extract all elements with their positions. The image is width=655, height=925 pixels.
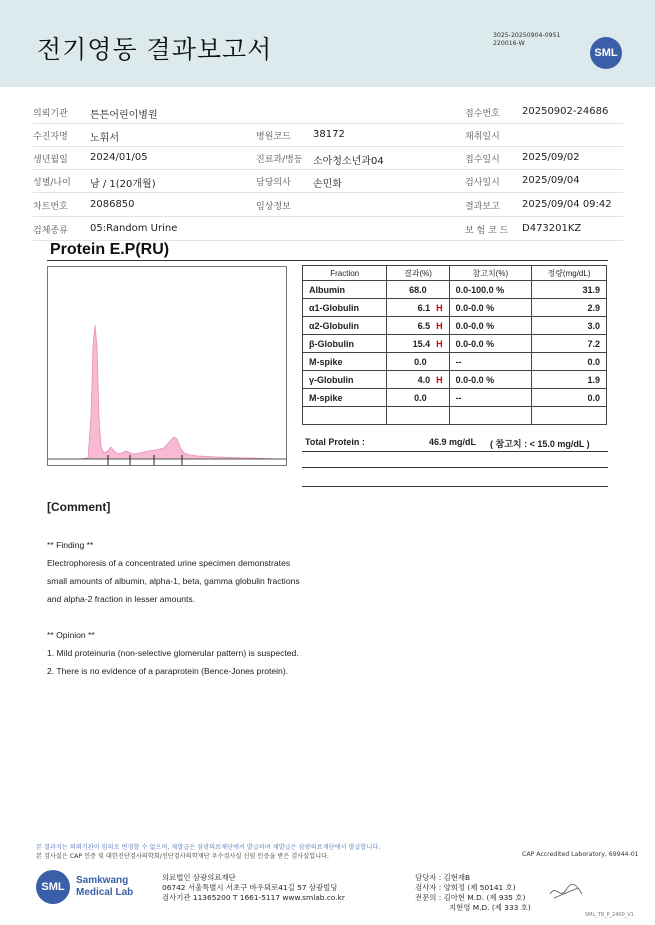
table-row [303, 335, 607, 353]
info-value: 노휘서 [90, 133, 119, 144]
table-row [303, 299, 607, 317]
high-flag: H [436, 338, 443, 349]
reference-range: -- [449, 389, 531, 407]
fraction-name: α2-Globulin [303, 317, 387, 335]
reference-range: 0.0-100.0 % [449, 281, 531, 299]
reference-range: -- [449, 353, 531, 371]
info-label: 결과보고 [465, 202, 500, 212]
info-label: 검사일시 [465, 178, 500, 188]
info-label: 접수번호 [465, 109, 500, 119]
info-label: 채취일시 [465, 132, 500, 142]
info-label: 담당의사 [256, 178, 291, 188]
sml-logo-icon: SML [590, 37, 622, 69]
info-value: 2025/09/04 09:42 [522, 199, 612, 210]
quantity-value: 0.0 [531, 353, 606, 371]
fraction-name [303, 407, 387, 425]
info-value: 튼튼어린이병원 [90, 110, 158, 121]
result-value: 6.5 [417, 320, 431, 331]
quantity-value: 3.0 [531, 317, 606, 335]
result-value: 4.0 [417, 374, 431, 385]
brand-subname: Medical Lab [76, 887, 134, 898]
footer-warning: 본 결과지는 의뢰기관이 임의로 변경할 수 없으며, 재발급은 삼광의료재단에서 발급하며 재발급은 삼광의료재단에서 발급합니다. [36, 844, 381, 851]
info-label: 진료과/병동 [256, 155, 303, 165]
fraction-name: M-spike [303, 389, 387, 407]
cap-accreditation: CAP Accredited Laboratory, 69944-01 [522, 851, 639, 858]
quantity-value: 0.0 [531, 389, 606, 407]
info-label: 생년월일 [33, 155, 68, 165]
info-label: 수진자명 [33, 132, 68, 142]
finding-line: Electrophoresis of a concentrated urine specimen demonstrates [47, 558, 291, 568]
footer-staff: 담당자 : 김현재B 검사자 : 양희정 (제 50141 호) 전문의 : 김아현 M.D. (제 935 호) 지현영 M.D. (제 333 호) [415, 873, 531, 912]
electrophoresis-curve [48, 267, 286, 465]
info-label: 차트번호 [33, 202, 68, 212]
result-value: 15.4 [412, 338, 431, 349]
fraction-name: M-spike [303, 353, 387, 371]
col-reference: 참고치(%) [449, 266, 531, 281]
info-label: 검체종류 [33, 226, 68, 236]
comment-title: [Comment] [47, 500, 111, 514]
info-label: 의뢰기관 [33, 109, 68, 119]
info-row [33, 148, 623, 170]
quantity-value [531, 407, 606, 425]
reference-range: 0.0-0.0 % [449, 371, 531, 389]
footer-org: 의료법인 삼광의료재단 06742 서울특별시 서초구 바우뫼로41길 57 삼광빌딩 검사기관 11365200 T 1661-5117 www.smlab.co.kr [162, 873, 345, 902]
col-result: 결과(%) [387, 266, 449, 281]
info-row [33, 171, 623, 193]
table-row [303, 371, 607, 389]
finding-line: small amounts of albumin, alpha-1, beta, gamma globulin fractions [47, 576, 300, 586]
fraction-name: β-Globulin [303, 335, 387, 353]
report-title: 전기영동 결과보고서 [37, 35, 273, 64]
reference-range: 0.0-0.0 % [449, 299, 531, 317]
total-protein-label: Total Protein : [305, 437, 365, 447]
results-table [302, 265, 607, 425]
electrophoresis-graph [47, 266, 287, 466]
info-label: 병원코드 [256, 132, 291, 142]
form-code: SML_T8_P_2400_V1 [585, 912, 634, 918]
signature-icon [548, 880, 588, 904]
col-quantity: 정량(mg/dL) [531, 266, 606, 281]
finding-header: ** Finding ** [47, 540, 94, 550]
info-label: 보 험 코 드 [465, 226, 509, 236]
section-divider [47, 260, 608, 261]
info-row [33, 125, 623, 147]
divider [302, 486, 608, 487]
info-value: 05:Random Urine [90, 223, 178, 234]
result-value: 0.0 [414, 392, 427, 403]
high-flag: H [436, 320, 443, 331]
result-value: 6.1 [417, 302, 431, 313]
info-value: 2025/09/02 [522, 152, 580, 163]
result-value: 68.0 [409, 284, 427, 295]
high-flag: H [436, 302, 443, 313]
table-row [303, 353, 607, 371]
info-row [33, 102, 623, 124]
opinion-header: ** Opinion ** [47, 630, 95, 640]
info-value: 2025/09/04 [522, 175, 580, 186]
info-value: 2086850 [90, 199, 135, 210]
divider [302, 451, 608, 452]
opinion-line: 2. There is no evidence of a paraprotein (Bence-Jones protein). [47, 666, 289, 676]
quantity-value: 31.9 [531, 281, 606, 299]
brand-name: Samkwang [76, 875, 129, 886]
info-value: 38172 [313, 129, 345, 140]
table-header-row [303, 266, 607, 281]
info-row [33, 195, 623, 217]
fraction-name: Albumin [303, 281, 387, 299]
result-value: 0.0 [414, 356, 427, 367]
quantity-value: 2.9 [531, 299, 606, 317]
section-title: Protein E.P(RU) [50, 241, 170, 258]
reference-range [449, 407, 531, 425]
info-label: 접수일시 [465, 155, 500, 165]
fraction-name: α1-Globulin [303, 299, 387, 317]
footer-accreditation: 본 검사실은 CAP 인증 및 대한진단검사의학회/진단검사의학재단 우수검사실 신임 인증을 받은 검사실입니다. [36, 853, 330, 860]
total-protein-ref: ( 참고치 : < 15.0 mg/dL ) [490, 439, 590, 449]
table-row [303, 281, 607, 299]
table-row [303, 317, 607, 335]
document-id: 3025-20250904-0951 220016-W [493, 32, 561, 47]
sml-logo-icon: SML [36, 870, 70, 904]
high-flag: H [436, 374, 443, 385]
info-value: D473201KZ [522, 223, 582, 234]
info-label: 성별/나이 [33, 178, 71, 188]
finding-line: and alpha-2 fraction in lesser amounts. [47, 594, 196, 604]
quantity-value: 1.9 [531, 371, 606, 389]
reference-range: 0.0-0.0 % [449, 335, 531, 353]
table-row [303, 407, 607, 425]
fraction-name: γ-Globulin [303, 371, 387, 389]
divider [302, 467, 608, 468]
report-header [0, 0, 655, 87]
info-value: 남 / 1(20개월) [90, 179, 156, 190]
info-value: 20250902-24686 [522, 106, 609, 117]
total-protein-value: 46.9 mg/dL [429, 437, 477, 447]
opinion-line: 1. Mild proteinuria (non-selective glomerular pattern) is suspected. [47, 648, 299, 658]
footer-logo [36, 870, 133, 904]
info-value: 소아청소년과04 [313, 156, 384, 167]
info-value: 2024/01/05 [90, 152, 148, 163]
col-fraction: Fraction [303, 266, 387, 281]
info-row [33, 219, 623, 241]
quantity-value: 7.2 [531, 335, 606, 353]
table-row [303, 389, 607, 407]
total-protein [305, 437, 605, 447]
info-value: 손민화 [313, 179, 342, 190]
reference-range: 0.0-0.0 % [449, 317, 531, 335]
info-label: 임상정보 [256, 202, 291, 212]
